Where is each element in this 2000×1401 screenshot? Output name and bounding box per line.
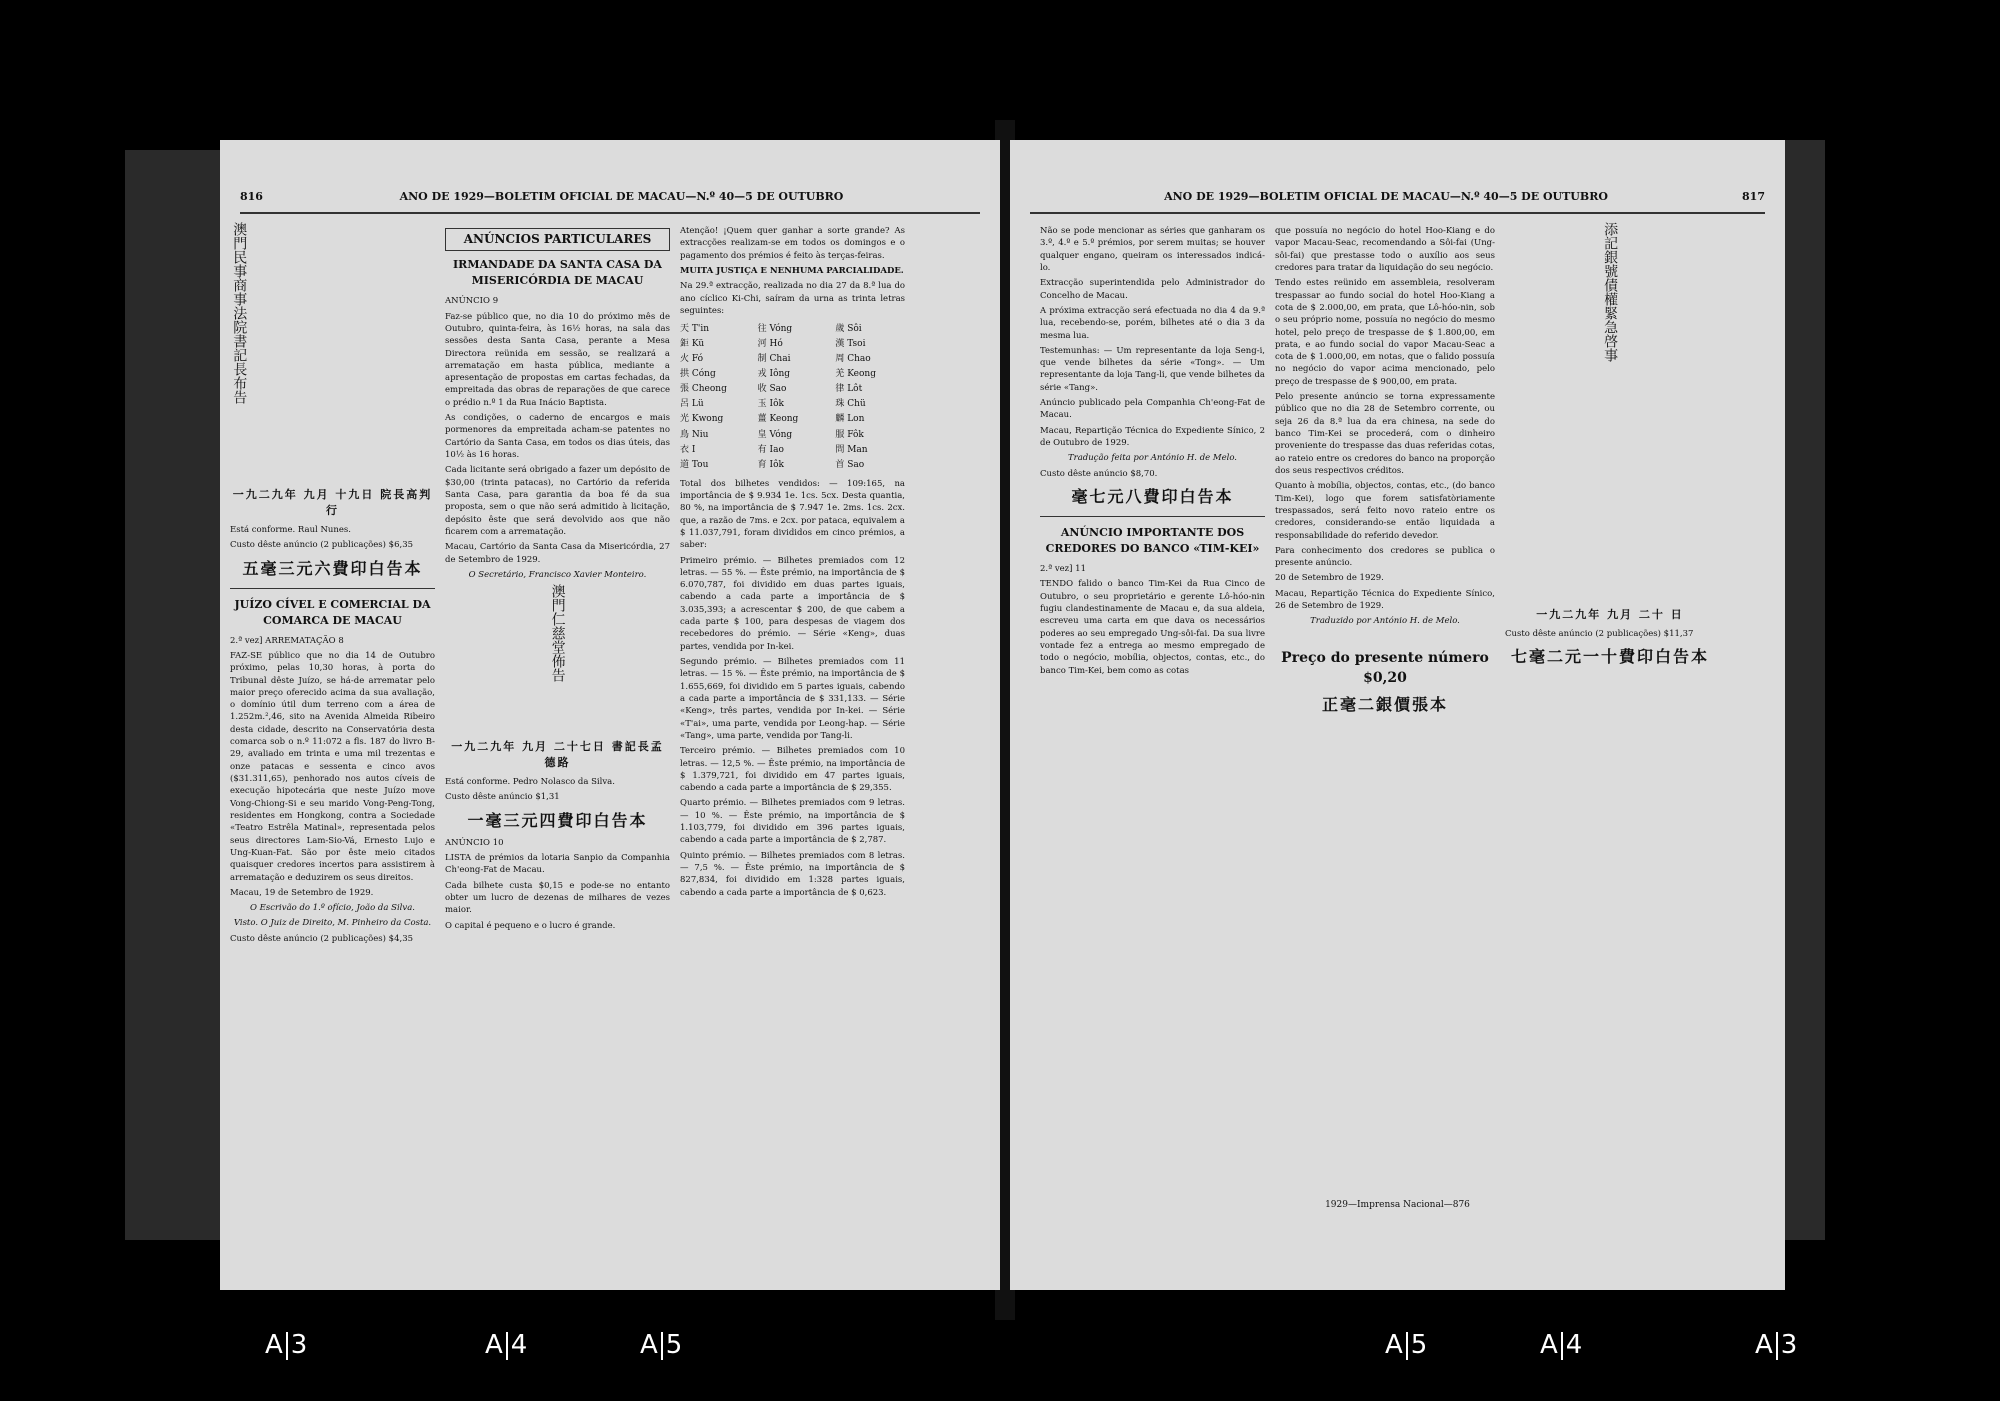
col2-cn-notice: 澳門仁慈堂佈告 [549, 584, 566, 683]
right-page [1010, 140, 1785, 1290]
lottery-letter: 皇 Vóng [757, 429, 793, 440]
col2-cn-date: 一九二九年 九月 二十七日 書記長孟德路 [451, 740, 664, 770]
r-col3-cost: Custo dêste anúncio (2 publicações) $11,37 [1505, 628, 1694, 639]
right-page-number: 817 [1742, 190, 1765, 203]
target-mark-a5-right: A 5 [1385, 1330, 1428, 1360]
lottery-letter: 薑 Keong [757, 414, 799, 425]
left-page-header-title: ANO DE 1929—BOLETIM OFICIAL DE MACAU—N.º 40—5 DE OUTUBRO [399, 190, 844, 203]
r-col2-date: 20 de Setembro de 1929. [1275, 573, 1384, 584]
col3-text: Atenção! ¡Quem quer ganhar a sorte grande? As extracções realizam-se em todos os domingos e o pagamento dos prémios é feito às terças-feiras. [680, 226, 905, 261]
r-col1-text3: A próxima extracção será efectuada no dia 4 da 9.ª lua, recebendo-se, porém, bilhetes até o dia 3 da mesma lua. [1040, 305, 1265, 341]
col3-text3: Total dos bilhetes vendidos: — 109:165, na importância de $ 9.934 1e. 1cs. 5cx. Desta quantia, 80 %, na importância de $ 7.947 1e. 2ms. 1cs. 2cx. que, a razão de 7ms. e 2cx. por pataca, equivalem a $ 11.037,791, foram divididos em cinco prémios, a saber: [680, 478, 905, 551]
anuncio10-text3: O capital é pequeno e o lucro é grande. [445, 920, 616, 931]
r-col2-text2: Tendo estes reünido em assembleia, resolveram trespassar ao fundo social do hotel Hoo-Kiang a cota de $ 2.000,00, em prata, que Lô-hóo-nin, sob o seu próprio nome, possuía no negócio do mesmo hotel, pelo preço de trespasse de $ 1.800,00, em prata, e ao fundo social do vapor Macau-Seac a cota de $ 1.000,00, em notas, que o falido possuía no negócio do vapor acima mencionado, pelo preço de trespasse de $ 900,00, em prata. [1275, 278, 1495, 387]
target-mark-a4-right: A 4 [1540, 1330, 1583, 1360]
col1-note: Está conforme. Raul Nunes. [230, 524, 351, 535]
left-page-edge [125, 150, 225, 1240]
lottery-letter: 首 Sao [835, 459, 865, 470]
r-col2-text4: Quanto à mobília, objectos, contas, etc., (do banco Tim-Kei), logo que forem satisfatòriamente trespassados, será feito novo rateio entre os credores, considerando-se então liquidada a responsabilidade do referido devedor. [1275, 481, 1495, 541]
right-page-edge [1785, 140, 1825, 1240]
lottery-letter: 羌 Keong [835, 369, 876, 380]
lottery-letter: 漢 Tsoi [835, 339, 866, 350]
left-col-2 [445, 222, 670, 935]
r-col1-price-cn: 毫七元八費印白告本 [1071, 486, 1234, 506]
r-col1-text4: Testemunhas: — Um representante da loja Seng-i, que vende bilhetes da série «Tong». — Um representante da loja Tang-li, que vende bilhetes da série «Tang». [1040, 345, 1265, 393]
target-mark-a4-left: A 4 [485, 1330, 528, 1360]
lottery-letters-grid [680, 323, 905, 471]
r-col1-cost: Custo dêste anúncio $8,70. [1040, 468, 1158, 479]
lottery-letter: 天 T'in [680, 324, 710, 335]
lottery-letter: 光 Kwong [680, 414, 724, 425]
juizo-date: Macau, 19 de Setembro de 1929. [230, 887, 374, 898]
r-col1-text2: Extracção superintendida pelo Administrador do Concelho de Macau. [1040, 278, 1265, 301]
lottery-letter: 歲 Sôi [835, 324, 862, 335]
issue-price: Preço do presente número $0,20 [1281, 649, 1489, 686]
left-page-header [240, 190, 980, 214]
col2-price-cn: 一毫三元四費印白告本 [467, 810, 648, 830]
r-col3-cn-date: 一九二九年 九月 二十 日 [1536, 608, 1684, 621]
irmandade-text: Faz-se público que, no dia 10 do próximo mês de Outubro, quinta-feira, às 16½ horas, na sala das sessões desta Santa Casa, perante a Mesa Directora reünida em sessão, se realizará a arrematação em hasta pública, mediante a apresentação de propostas em cartas fechadas, da empreitada das obras de reparações de que carece o prédio n.º 1 da Rua Inácio Baptista. [445, 311, 670, 408]
r-col3-cn-notice: 添記銀號債權緊急啓事 [1602, 222, 1619, 362]
target-mark-a3-left: A 3 [265, 1330, 308, 1360]
lottery-letter: 拱 Cóng [680, 369, 716, 380]
col1-price-cn: 五毫三元六費印白告本 [242, 558, 423, 578]
lottery-letter: 河 Hó [757, 339, 783, 350]
lottery-letter: 鳥 Niu [680, 429, 709, 440]
lottery-letter: 火 Fó [680, 354, 704, 365]
irmandade-text2: As condições, o caderno de encargos e mais pormenores da empreitada acham-se patentes no Cartório da Santa Casa, em todos os dias úteis, das 10½ às 16 horas. [445, 413, 670, 461]
lottery-letter: 張 Cheong [680, 384, 727, 395]
anuncio10-sub: ANÚNCIO 10 [445, 837, 504, 848]
r-col2-text3: Pelo presente anúncio se torna expressamente público que no dia 28 de Setembro corrente, ou seja 26 da 8.ª lua da era chinesa, na sede do banco Tim-Kei se procederá, com o dinheiro proveniente do trespasse das duas referidas cotas, ao rateio entre os credores do banco na proporção dos seus respectivos créditos. [1275, 392, 1495, 476]
left-page-number: 816 [240, 190, 263, 203]
lottery-letter: 往 Vóng [757, 324, 793, 335]
lottery-letter: 收 Sao [757, 384, 787, 395]
right-page-header-title: ANO DE 1929—BOLETIM OFICIAL DE MACAU—N.º 40—5 DE OUTUBRO [1164, 190, 1608, 203]
r-col1-text: Não se pode mencionar as séries que ganharam os 3.º, 4.º e 5.º prémios, por serem muitas; se houver qualquer engano, queiram os interessados indicá-lo. [1040, 226, 1265, 273]
banco-text: TENDO falido o banco Tim-Kei da Rua Cinco de Outubro, o seu proprietário e gerente Lô-hóo-nin fugiu clandestinamente de Macau e, da sua aldeia, escreveu uma carta em que dava os necessários poderes ao seu empregado Ung-sôi-fai. Da sua livre vontade fez a entrega ao mesmo empregado de todo o negócio, mobília, objectos, contas, etc., do banco Tim-Kei, bem como as cotas [1040, 579, 1265, 676]
right-page-header [1030, 190, 1765, 214]
r-col2-text5: Para conhecimento dos credores se publica o presente anúncio. [1275, 545, 1495, 569]
anuncio10-text: LISTA de prémios da lotaria Sanpio da Companhia Ch'eong-Fat de Macau. [445, 853, 670, 876]
r-col2-trad: Traduzido por António H. de Melo. [1310, 616, 1460, 627]
lottery-letter: 問 Man [835, 444, 868, 455]
juizo-visto: Visto. O Juiz de Direito, M. Pinheiro da Costa. [233, 918, 432, 929]
right-page-footer: 1929—Imprensa Nacional—876 [1325, 1200, 1470, 1210]
irmandade-date: Macau, Cartório da Santa Casa da Misericórdia, 27 de Setembro de 1929. [445, 542, 670, 565]
right-col-1 [1040, 222, 1265, 680]
r-col2-text: que possuía no negócio do hotel Hoo-Kiang e do vapor Macau-Seac, recomendando a Sôi-fai (Ung-sôi-fai) que prestasse todo o auxílio aos seus credores para tratar da liquidação do seu negócio. [1275, 226, 1495, 273]
left-col-3 [680, 222, 905, 902]
lottery-letter: 律 Lôt [835, 384, 863, 395]
col1-cost: Custo dêste anúncio (2 publicações) $6,35 [230, 540, 414, 551]
col2-note: Está conforme. Pedro Nolasco da Silva. [445, 777, 615, 788]
juizo-title: JUÍZO CÍVEL E COMERCIAL DA COMARCA DE MACAU [234, 597, 431, 627]
col2-cost: Custo dêste anúncio $1,31 [445, 792, 560, 803]
issue-price-cn: 正毫二銀價張本 [1321, 695, 1448, 715]
lottery-letter: 制 Chai [757, 354, 791, 365]
r-col3-price-cn: 七毫二元一十費印白告本 [1510, 647, 1709, 667]
banco-sub: 2.ª vez] 11 [1040, 564, 1086, 574]
right-col-2 [1275, 222, 1495, 721]
left-page [220, 140, 1000, 1290]
col3-text6: Terceiro prémio. — Bilhetes premiados com 10 letras. — 12,5 %. — Êste prémio, na importância de $ 1.379,721, foi dividido em 47 partes iguais, cabendo a cada parte a importância de $ 29,355. [680, 746, 905, 794]
col3-text2: Na 29.ª extracção, realizada no dia 27 da 8.ª lua do ano cíclico Ki-Chi, saíram da urna as trinta letras seguintes: [680, 281, 905, 316]
col1-cn-date: 一九二九年 九月 十九日 院長高判行 [232, 488, 433, 517]
anuncios-title: ANÚNCIOS PARTICULARES [445, 228, 670, 251]
lottery-letter: 服 Fôk [835, 429, 864, 440]
col3-text7: Quarto prémio. — Bilhetes premiados com 9 letras. — 10 %. — Êste prémio, na importância de $ 1.103,779, foi dividido em 396 partes iguais, cabendo a cada parte a importância de $ 2,787. [680, 798, 905, 846]
irmandade-sig: O Secretário, Francisco Xavier Monteiro. [468, 569, 647, 580]
left-col-1 [230, 222, 435, 948]
target-mark-a5-left: A 5 [640, 1330, 683, 1360]
lottery-letter: 麟 Lon [835, 414, 865, 425]
lottery-letter: 玉 Iôk [757, 399, 784, 410]
juizo-sub: 2.ª vez] ARREMATAÇÃO 8 [230, 635, 344, 646]
r-col1-date: Macau, Repartição Técnica do Expediente Sínico, 2 de Outubro de 1929. [1040, 425, 1265, 448]
lottery-letter: 有 Iao [757, 444, 784, 455]
juizo-cost: Custo dêste anúncio (2 publicações) $4,35 [230, 933, 414, 944]
irmandade-title: IRMANDADE DA SANTA CASA DA MISERICÓRDIA DE MACAU [453, 258, 662, 288]
target-mark-a3-right: A 3 [1755, 1330, 1798, 1360]
right-col-3 [1505, 222, 1715, 673]
lottery-letter: 道 Tou [680, 459, 709, 470]
anuncio10-text2: Cada bilhete custa $0,15 e pode-se no entanto obter um lucro de dezenas de milhares de vezes maior. [445, 880, 670, 916]
lottery-letter: 戎 Iông [757, 369, 791, 380]
irmandade-sub: ANÚNCIO 9 [445, 296, 499, 307]
lottery-letter: 珠 Chü [835, 399, 866, 410]
col3-text8: Quinto prémio. — Bilhetes premiados com 8 letras. — 7,5 %. — Êste prémio, na importância de $ 827,834, foi dividido em 1:328 partes iguais, cabendo a cada parte a importância de $ 0,623. [680, 850, 905, 898]
lottery-letter: 呂 Lü [680, 399, 704, 410]
lottery-letter: 周 Chao [835, 354, 871, 365]
lottery-letter: 育 Iôk [757, 459, 784, 470]
banco-title: ANÚNCIO IMPORTANTE DOS CREDORES DO BANCO «TIM-KEI» [1045, 526, 1260, 556]
irmandade-text3: Cada licitante será obrigado a fazer um depósito de $30,00 (trinta patacas), no Cartório da referida Santa Casa, para garantia da boa fé da sua proposta, sem o que não será admitido à licitação, depósito êste que será devolvido aos que não ficarem com a arrematação. [445, 465, 670, 537]
juizo-clerk: O Escrivão do 1.º ofício, João da Silva. [250, 903, 415, 914]
col1-cn-notice: 澳門民事商事法院書記長布告 [231, 222, 248, 404]
lottery-letter: 鉅 Kü [680, 339, 705, 350]
col3-text5: Segundo prémio. — Bilhetes premiados com 11 letras. — 15 %. — Êste prémio, na importância de $ 1.655,669, foi dividido em 5 partes iguais, cabendo a cada parte a importância de $ 331,133. — Série «Keng», três partes, vendida por In-kei. — Série «T'ai», uma parte, vendida por Leong-hap. — Série «Tang», uma parte, vendida por Tang-li. [680, 657, 905, 741]
juizo-text: FAZ-SE público que no dia 14 de Outubro próximo, pelas 10,30 horas, à porta do Tribunal dêste Juízo, se há-de arrematar pelo maior preço oferecido acima da sua avaliação, o domínio útil dum terreno com a área de 1.252m.²,46, sito na Avenida Almeida Ribeiro desta cidade, descrito na Conservatória desta comarca sob o n.º 11:072 a fls. 187 do livro B-29, avaliado em trinta e uma mil trezentas e onze patacas e sessenta e cinco avos ($31.311,65), penhorado nos autos cíveis de execução hipotecária que neste Juízo move Vong-Chiong-Si e seu marido Vong-Peng-Tong, residentes em Hongkong, contra a Sociedade «Teatro Estrêla Matinal», representada pelos seus directores Lam-Sio-Vá, Ernesto Lujo e Ung-Kuan-Fat. São por êste meio citados quaisquer credores incertos para assistirem à arrematação e deduzirem os seus direitos. [230, 650, 435, 883]
col3-text4: Primeiro prémio. — Bilhetes premiados com 12 letras. — 55 %. — Êste prémio, na importância de $ 6.070,787, foi dividido em duas partes iguais, cabendo a cada parte a importância de $ 3.035,393; a acrescentar $ 200, de que cabem a cada parte $ 100, para despesas de viagem dos recebedores do prémio. — Série «Keng», duas partes, vendida por In-kei. [680, 555, 905, 652]
r-col2-date2: Macau, Repartição Técnica do Expediente Sínico, 26 de Setembro de 1929. [1275, 588, 1495, 612]
col3-motto: MUITA JUSTIÇA E NENHUMA PARCIALIDADE. [680, 265, 904, 276]
r-col1-trad: Tradução feita por António H. de Melo. [1067, 453, 1238, 464]
r-col1-text5: Anúncio publicado pela Companhia Ch'eong-Fat de Macau. [1040, 398, 1265, 421]
lottery-letter: 衣 I [680, 444, 696, 455]
